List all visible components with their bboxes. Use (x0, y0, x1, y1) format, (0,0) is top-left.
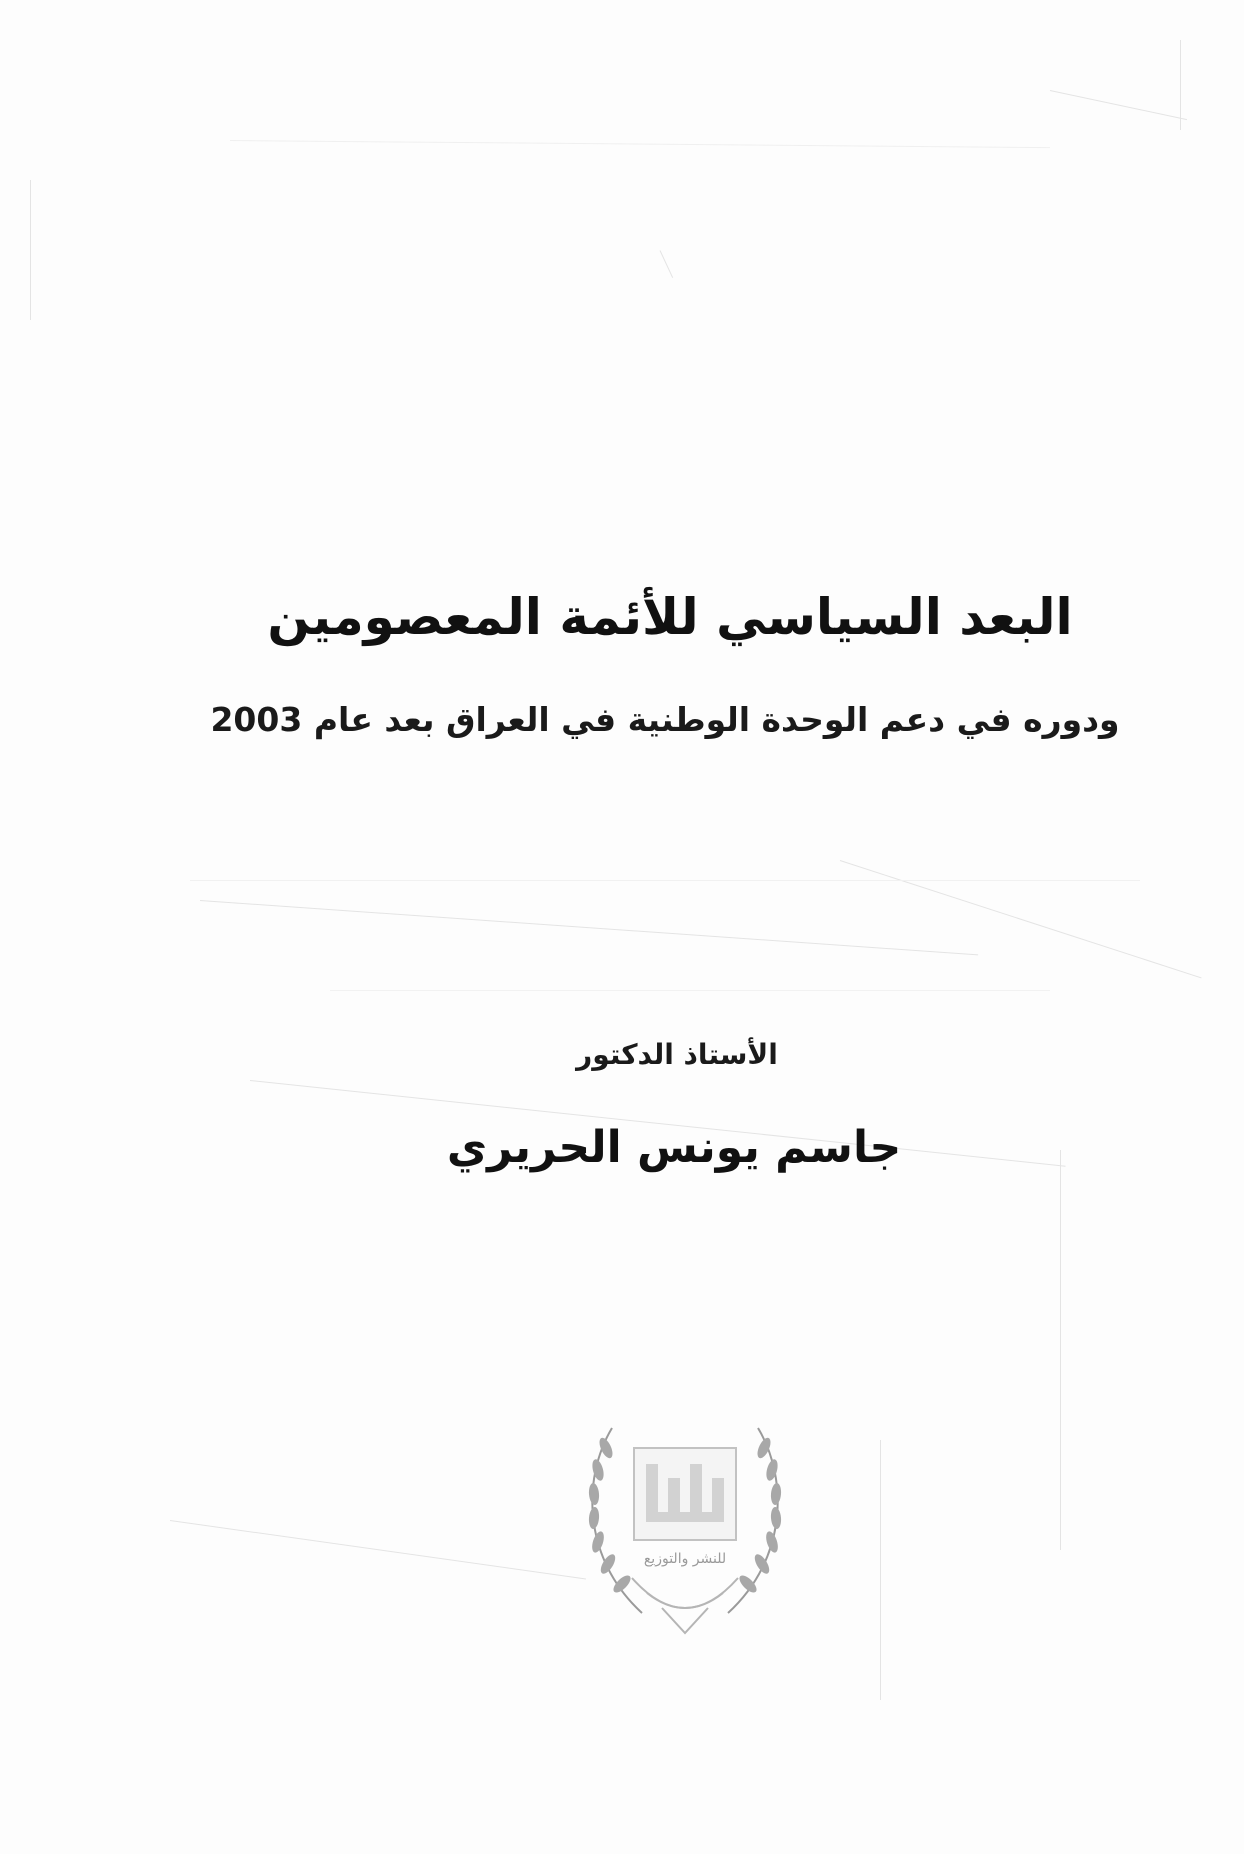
book-subtitle (0, 700, 1244, 739)
scan-artifact-line (190, 880, 1140, 881)
scan-artifact-line (30, 180, 31, 320)
author-name-text: جاسم يونس الحريري (446, 1122, 902, 1173)
scan-artifact-line (880, 1440, 881, 1700)
scan-artifact-line (1180, 40, 1181, 130)
publisher-logo-text: للنشر والتوزيع (643, 1551, 727, 1567)
book-title (0, 588, 1244, 646)
scan-artifact-line (330, 990, 1050, 991)
author-name (0, 1122, 1244, 1173)
book-subtitle-text: ودوره في دعم الوحدة الوطنية في العراق بعد عام 2003 (210, 700, 1120, 739)
author-academic-title (0, 1038, 1244, 1071)
scan-artifact-line (1050, 90, 1187, 120)
scan-artifact-line (170, 1520, 586, 1579)
book-title-text: البعد السياسي للأئمة المعصومين (267, 588, 1073, 646)
scan-artifact-line (200, 900, 978, 955)
author-academic-title-text: الأستاذ الدكتور (576, 1038, 778, 1071)
scan-artifact-line (840, 860, 1202, 978)
scan-artifact-line (660, 250, 674, 278)
scan-artifact-line (230, 140, 1050, 148)
scan-artifact-line (1060, 1150, 1061, 1550)
publisher-laurel-emblem-icon (572, 1408, 798, 1638)
